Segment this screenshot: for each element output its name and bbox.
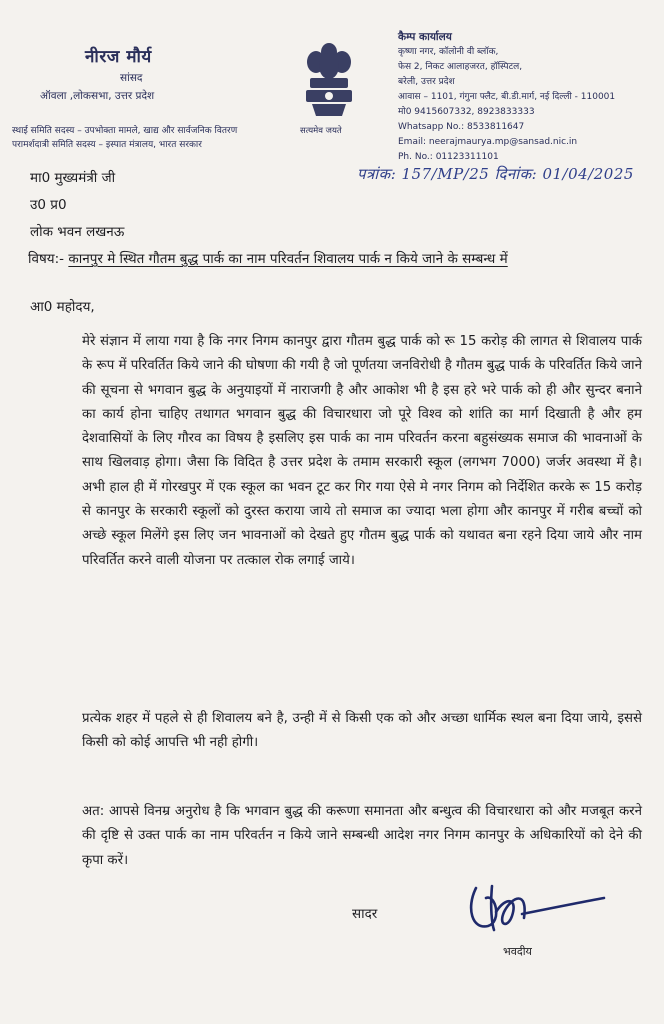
- committee-line: परामर्शदात्री समिति सदस्य – इस्पात मंत्रालय, भारत सरकार: [12, 140, 202, 150]
- addressee-line: उ0 प्र0: [30, 197, 67, 213]
- letterhead-left: [30, 44, 280, 103]
- mp-constituency: ऑवला ,लोकसभा, उत्तर प्रदेश: [40, 90, 155, 102]
- subject-line: [28, 248, 638, 271]
- signature-icon: [462, 868, 612, 948]
- national-emblem-icon: [292, 34, 366, 138]
- body-paragraph: मेरे संज्ञान में लाया गया है कि नगर निगम कानपुर द्वारा गौतम बुद्ध पार्क को रू 15 करोड़ की लागत से शिवालय पार्क के रूप में परिवर्तित किये जाने की घोषणा की गयी है जो पूर्णतया जनविरोधी है गौतम बुद्ध पार्क के परिवर्तित किये जाने की सूचना से भगवान बुद्ध के अनुयाइयों में नाराजगी है और आकोश भी है इस हरे भरे पार्क को ही और सुन्दर बनाने का कार्य होना चाहिए तथागत भगवान बुद्ध की विचारधारा जो पूरे विश्व को शांति का मार्ग दिखाती है और हम देशवासियों के लिए गौरव का विषय है इसलिए इस पार्क का नाम परिवर्तन करना बहुसंख्यक समाज की भावनाओं के साथ खिलवाड़ होगा। जैसा कि विदित है उत्तर प्रदेश के तमाम सरकारी स्कूल (लगभग 7000) जर्जर अवस्था में है। अभी हाल ही में गोरखपुर में एक स्कूल का भवन टूट कर गिर गया ऐसे मे नगर निगम को निर्देशित करके रू 15 करोड़ से कानपुर के सरकारी स्कूलों को दुरस्त कराया जाये तो समाज का ज्यादा भला होगा और कानपुर में गरीब बच्चों को अच्छे स्कूल मिलेंगे इस लिए जन भावनाओं को देखते हुए गौतम बुद्ध पार्क को यथावत बना रहने दिया जाये और नाम परिवर्तित करने वाली योजना पर तत्काल रोक लगाई जाये।: [82, 334, 642, 568]
- addressee-line: लोक भवन लखनऊ: [30, 224, 125, 240]
- closing: सादर: [352, 906, 378, 922]
- whatsapp-number: Whatsapp No.: 8533811647: [398, 122, 525, 132]
- office-address-line: फेस 2, निकट आलाहजरत, हॉस्पिटल,: [398, 62, 523, 72]
- residence-address: आवास – 1101, गंगुना फ्लैट, बी.डी.मार्ग, नई दिल्ली - 110001: [398, 92, 616, 102]
- salutation: आ0 महोदय,: [30, 299, 95, 315]
- mp-name: नीरज मौर्य: [85, 47, 152, 67]
- subject-text: कानपुर मे स्थित गौतम बुद्ध पार्क का नाम परिवर्तन शिवालय पार्क न किये जाने के सम्बन्ध में: [68, 251, 508, 267]
- sign-off: भवदीय: [503, 945, 532, 958]
- mobile-numbers: मो0 9415607332, 8923833333: [398, 107, 535, 117]
- subject-label: विषय:-: [28, 251, 65, 267]
- committee-line: स्थाई समिति सदस्य – उपभोक्ता मामले, खाद्य और सार्वजनिक वितरण: [12, 126, 238, 136]
- letterhead-right: [398, 30, 660, 165]
- reference-number-date: पत्रांक: 157/MP/25 दिनांक: 01/04/2025: [357, 165, 634, 183]
- office-address-line: बरेली, उत्तर प्रदेश: [398, 77, 455, 87]
- body-paragraph: अत: आपसे विनम्र अनुरोध है कि भगवान बुद्ध की करूणा समानता और बन्धुत्व की विचारधारा को और मजबूत करने की दृष्टि से उक्त पार्क का नाम परिवर्तन न किये जाने सम्बन्धी आदेश नगर निगम कानपुर के अधिकारियों को देने की कृपा करें।: [82, 804, 642, 868]
- addressee-block: [30, 165, 124, 246]
- body-paragraph: प्रत्येक शहर में पहले से ही शिवालय बने है, उन्ही में से किसी एक को और अच्छा धार्मिक स्थल बना दिया जाये, इससे किसी को कोई आपत्ति भी नही होगी।: [82, 711, 642, 751]
- office-title: कैम्प कार्यालय: [398, 31, 452, 43]
- office-address-line: कृष्णा नगर, कॉलोनी वी ब्लॉक,: [398, 47, 499, 57]
- addressee-line: मा0 मुख्यमंत्री जी: [30, 170, 116, 186]
- mp-designation: सांसद: [120, 72, 143, 84]
- committee-list: [12, 124, 292, 152]
- phone-number: Ph. No.: 01123311101: [398, 152, 499, 162]
- email-address: Email: neerajmaurya.mp@sansad.nic.in: [398, 137, 578, 147]
- emblem-motto: सत्यमेव जयते: [300, 126, 342, 136]
